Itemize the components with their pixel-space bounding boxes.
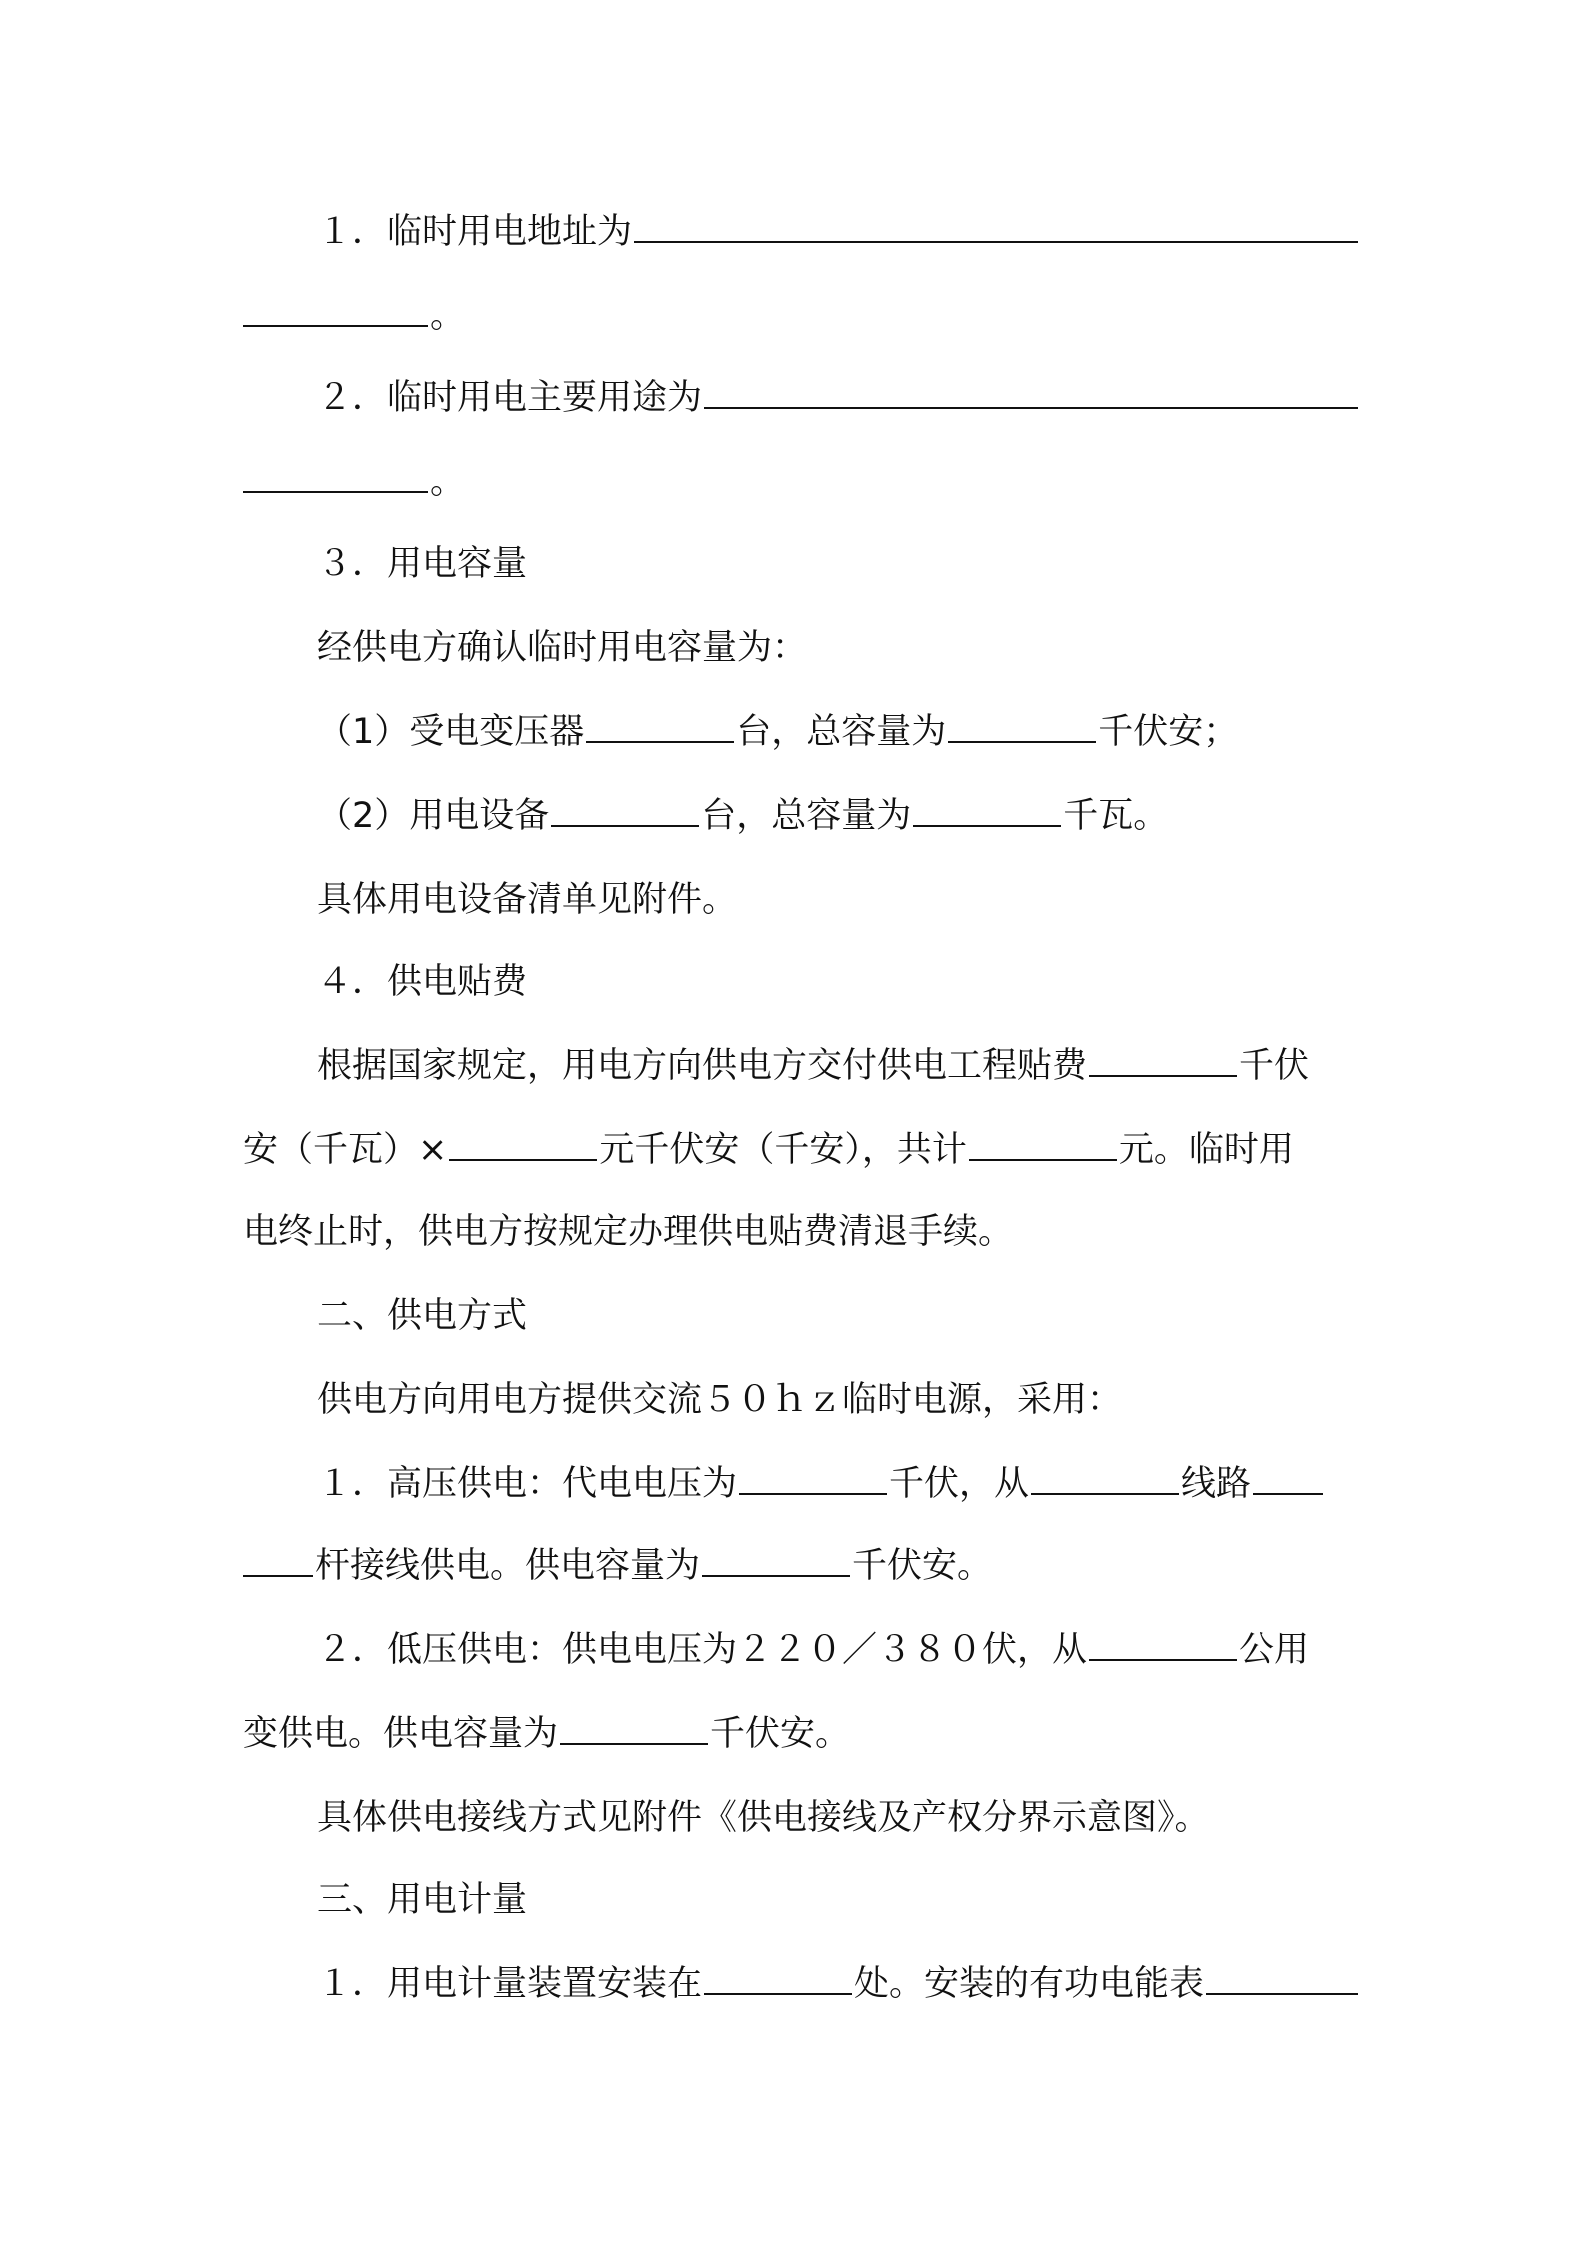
high-voltage-line [243, 1458, 1358, 1510]
address-line [243, 206, 1358, 258]
hv-label: １．高压供电：代电电压为 [317, 1464, 738, 1504]
metering-meter-label: 处。安装的有功电能表 [854, 1964, 1205, 2004]
high-voltage-line-cont [243, 1540, 1358, 1592]
fee-rate-blank [449, 1125, 597, 1161]
purpose-label: ２．临时用电主要用途为 [317, 378, 703, 418]
hv-capacity-blank [702, 1541, 850, 1577]
lv-capacity-blank [560, 1709, 708, 1745]
fee-total-blank [969, 1125, 1117, 1161]
hv-capacity-label: 杆接线供电。供电容量为 [315, 1546, 701, 1586]
address-end: 。 [430, 296, 466, 336]
transformer-total-label: 台，总容量为 [736, 712, 947, 752]
fee-line-2 [243, 1124, 1358, 1176]
capacity-heading: ３．用电容量 [317, 544, 528, 584]
transformer-label: （1）受电变压器 [317, 712, 585, 752]
hv-capacity-unit: 千伏安。 [852, 1546, 993, 1586]
equipment-total-label: 台，总容量为 [701, 796, 912, 836]
fee-text-1: 根据国家规定，用电方向供电方交付供电工程贴费 [317, 1046, 1088, 1086]
hv-voltage-blank [739, 1459, 887, 1495]
hv-from: 千伏，从 [889, 1464, 1030, 1504]
capacity-confirm: 经供电方确认临时用电容量为： [317, 628, 808, 668]
equipment-label: （2）用电设备 [317, 796, 550, 836]
metering-heading: 三、用电计量 [317, 1880, 528, 1920]
metering-label: １．用电计量装置安装在 [317, 1964, 703, 2004]
equipment-unit: 千瓦。 [1063, 796, 1169, 836]
fee-text-2: 安（千瓦）× [243, 1130, 448, 1170]
fee-unit-1: 千伏 [1239, 1046, 1310, 1086]
transformer-capacity-blank [948, 707, 1096, 743]
equipment-list-note: 具体用电设备清单见附件。 [317, 880, 738, 920]
purpose-blank [704, 373, 1358, 409]
hv-line-label: 线路 [1181, 1464, 1252, 1504]
supply-method-heading: 二、供电方式 [317, 1296, 528, 1336]
address-blank [634, 207, 1358, 243]
hv-pole-blank-cont [243, 1541, 313, 1577]
fee-heading: ４．供电贴费 [317, 962, 528, 1002]
lv-capacity-label: 变供电。供电容量为 [243, 1714, 559, 1754]
fee-line-3: 电终止时，供电方按规定办理供电贴费清退手续。 [243, 1212, 1014, 1252]
purpose-line [243, 372, 1358, 424]
hv-line-blank [1031, 1459, 1179, 1495]
address-line-cont [243, 290, 1358, 342]
fee-kva-blank [1089, 1041, 1237, 1077]
transformer-count-blank [586, 707, 734, 743]
lv-label: ２．低压供电：供电电压为２２０／３８０伏，从 [317, 1630, 1088, 1670]
metering-location-blank [704, 1959, 852, 1995]
fee-text-3: 元千伏安（千安），共计 [599, 1130, 967, 1170]
fee-line-1 [243, 1040, 1358, 1092]
low-voltage-line-cont [243, 1708, 1358, 1760]
metering-line [243, 1958, 1358, 2010]
fee-text-4: 元。临时用 [1118, 1130, 1294, 1170]
purpose-blank-cont [243, 457, 428, 493]
equipment-count-blank [551, 791, 699, 827]
wiring-note: 具体供电接线方式见附件《供电接线及产权分界示意图》。 [317, 1798, 1210, 1838]
hv-pole-blank [1253, 1459, 1323, 1495]
address-blank-cont [243, 291, 428, 327]
lv-public: 公用 [1239, 1630, 1310, 1670]
metering-meter-blank [1206, 1959, 1358, 1995]
address-label: １．临时用电地址为 [317, 212, 633, 252]
purpose-end: 。 [430, 462, 466, 502]
purpose-line-cont [243, 456, 1358, 508]
equipment-line [243, 790, 1358, 842]
supply-intro: 供电方向用电方提供交流５０ｈｚ临时电源，采用： [317, 1380, 1123, 1420]
lv-capacity-unit: 千伏安。 [710, 1714, 851, 1754]
transformer-unit: 千伏安； [1098, 712, 1239, 752]
low-voltage-line [243, 1624, 1358, 1676]
transformer-line [243, 706, 1358, 758]
equipment-capacity-blank [913, 791, 1061, 827]
lv-transformer-blank [1089, 1625, 1237, 1661]
